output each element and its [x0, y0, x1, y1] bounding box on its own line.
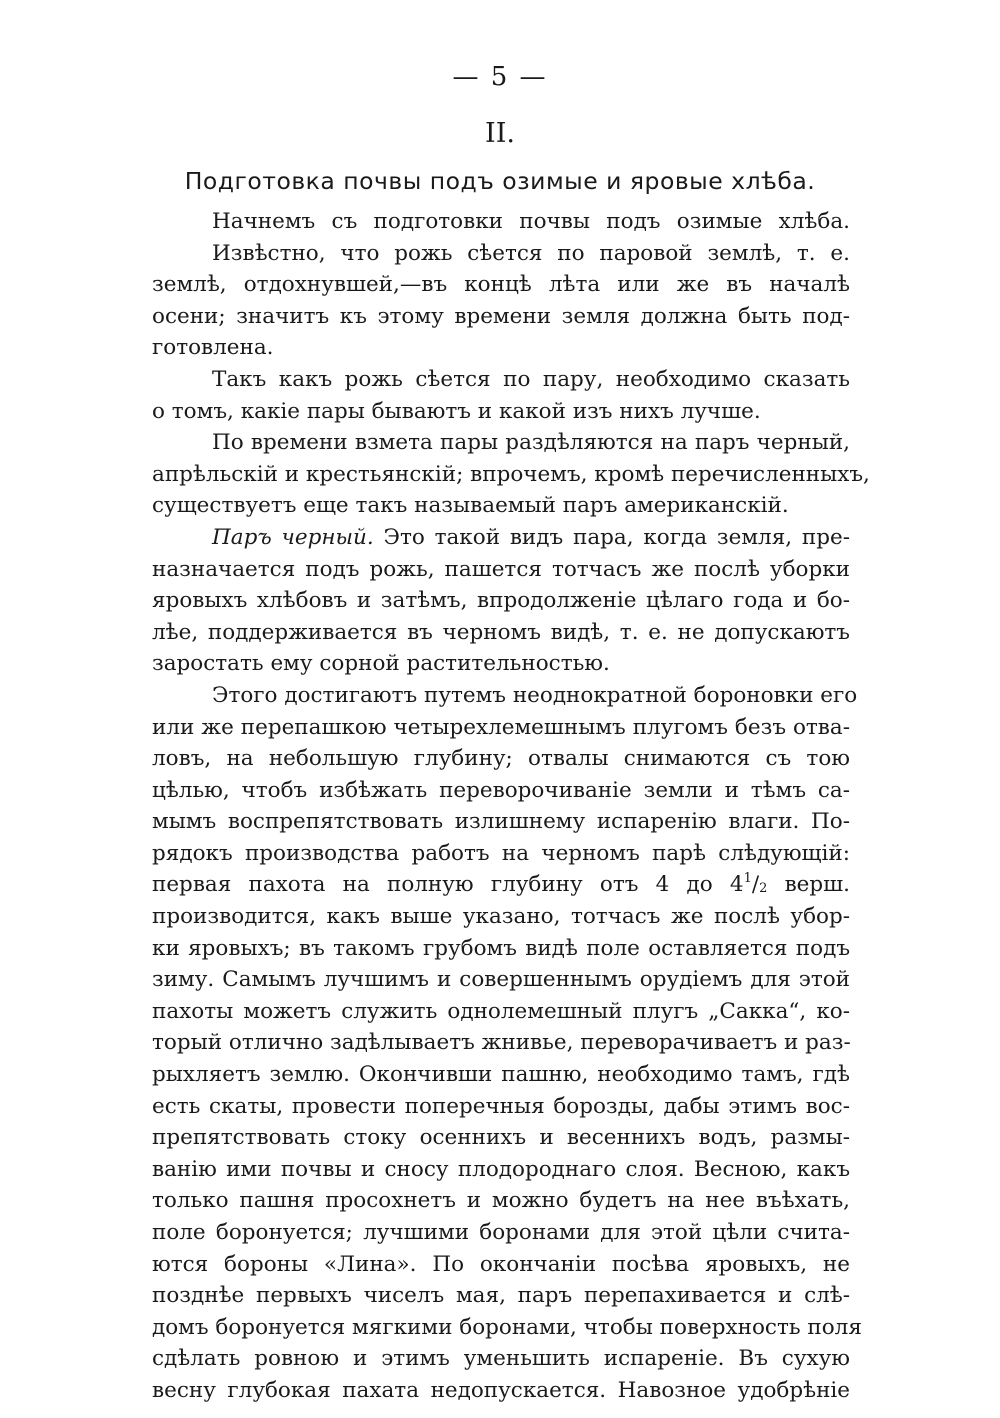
text-line-rest: Это такой видъ пара, когда земля, пре-: [383, 524, 850, 550]
text-line: производится, какъ выше указано, тотчасъ же послѣ убор-: [152, 904, 850, 930]
text-line: назначается подъ рожь, пашется тотчасъ же послѣ уборки: [152, 556, 850, 582]
text-line: рядокъ производства работъ на черномъ парѣ слѣдующій:: [152, 840, 850, 866]
text-line: ловъ, на небольшую глубину; отвалы снимаются съ тою: [152, 746, 850, 772]
text-line-end: верш.: [767, 872, 850, 898]
text-line: препятствовать стоку осеннихъ и весеннихъ водъ, размы-: [152, 1125, 850, 1151]
fraction-denominator: 2: [759, 881, 768, 897]
text-line: домъ боронуется мягкими боронами, чтобы поверхность поля: [152, 1314, 862, 1340]
text-line: существуетъ еще такъ называемый паръ американскій.: [152, 493, 789, 519]
text-line: или же перепашкою четырехлемешнымъ плугомъ безъ отва-: [152, 714, 850, 740]
italic-term: Паръ черный.: [212, 524, 374, 550]
text-line: мымъ воспрепятствовать излишнему испаренію влаги. По-: [152, 809, 850, 835]
text-line: Этого достигаютъ путемъ неоднократной бороновки его: [212, 682, 858, 708]
text-line: яровыхъ хлѣбовъ и затѣмъ, впродолженіе цѣлаго года и бо-: [152, 588, 850, 614]
text-line: землѣ, отдохнувшей,—въ концѣ лѣта или же въ началѣ: [152, 272, 850, 298]
text-line: Извѣстно, что рожь сѣется по паровой землѣ, т. е.: [212, 240, 850, 266]
text-line-start: первая пахота на полную глубину отъ 4 до 4: [152, 872, 744, 898]
chapter-title: Подготовка почвы подъ озимые и яровые хлѣба.: [184, 167, 816, 195]
text-line: поле боронуется; лучшими боронами для этой цѣли счита-: [152, 1220, 850, 1245]
text-line: пахоты можетъ служить однолемешный плугъ „Сакка“, ко-: [152, 998, 850, 1024]
chapter-numeral: II.: [485, 118, 515, 149]
text-line: о томъ, какіе пары бываютъ и какой изъ нихъ лучше.: [152, 398, 761, 424]
text-line: ки яровыхъ; въ такомъ грубомъ видѣ поле оставляется подъ: [152, 935, 850, 961]
text-line: ванію ими почвы и сносу плодороднаго слоя. Весною, какъ: [152, 1156, 850, 1182]
text-line: ются бороны «Лина». По окончаніи посѣва яровыхъ, не: [152, 1251, 850, 1277]
text-line: только пашня просохнетъ и можно будетъ на нее въѣхать,: [152, 1188, 850, 1214]
text-line: зиму. Самымъ лучшимъ и совершеннымъ орудіемъ для этой: [152, 967, 850, 993]
text-line: [152, 522, 850, 554]
text-line: рыхляетъ землю. Окончивши пашню, необходимо тамъ, гдѣ: [152, 1062, 850, 1088]
body-text: [152, 206, 870, 1407]
text-line: осени; значитъ къ этому времени земля должна быть под-: [152, 303, 850, 329]
text-line: весну глубокая пахата недопускается. Навозное удобрѣніе: [152, 1377, 850, 1403]
text-line: торый отлично задѣлываетъ жнивье, переворачиваетъ и раз-: [152, 1030, 851, 1056]
text-line: сдѣлать ровною и этимъ уменьшить испареніе. Въ сухую: [152, 1346, 850, 1372]
text-line: апрѣльскій и крестьянскій; впрочемъ, кромѣ перечисленныхъ,: [152, 461, 870, 487]
text-line: Такъ какъ рожь сѣется по пару, необходимо сказать: [212, 366, 850, 392]
text-line: есть скаты, провести поперечныя борозды, дабы этимъ вос-: [152, 1093, 850, 1119]
text-line: готовлена.: [152, 335, 274, 361]
text-line: Начнемъ съ подготовки почвы подъ озимые хлѣба.: [212, 209, 850, 234]
fraction-numerator: 1: [743, 871, 752, 887]
text-line: цѣлью, чтобъ избѣжать переворочиваніе земли и тѣмъ са-: [152, 777, 850, 803]
text-line: По времени взмета пары раздѣляются на паръ черный,: [212, 430, 850, 456]
text-line-with-fraction: первая пахота на полную глубину отъ 4 до $4^1/_2$ верш.: [152, 871, 850, 898]
text-line: заростать ему сорной растительностью.: [152, 651, 610, 677]
text-line: позднѣе первыхъ чиселъ мая, паръ перепахивается и слѣ-: [152, 1283, 850, 1309]
text-line: лѣе, поддерживается въ черномъ видѣ, т. е. не допускаютъ: [152, 619, 850, 645]
page-number: — 5 —: [452, 62, 548, 92]
